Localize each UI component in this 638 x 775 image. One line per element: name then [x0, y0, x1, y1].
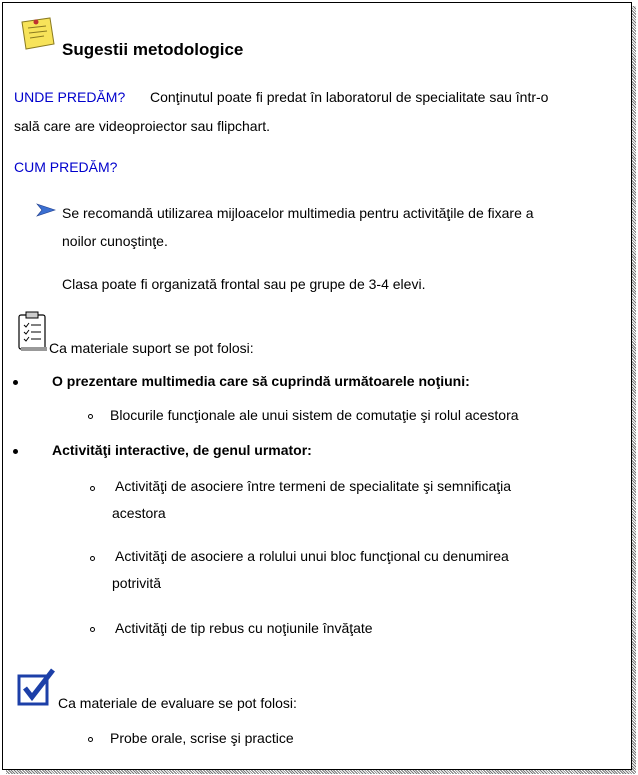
checkbox-icon: [17, 668, 57, 708]
arrow-bullet-icon: [36, 203, 56, 217]
circle-bullet: [88, 737, 93, 742]
suport-item2-sub3: Activităţi de tip rebus cu noţiunile învăţate: [115, 620, 373, 636]
arrow-item-line1: Se recomandă utilizarea mijloacelor multimedia pentru activităţile de fixare a: [62, 205, 534, 221]
cum-label: CUM PREDĂM?: [14, 159, 118, 175]
unde-text-line2: sală care are videoproiector sau flipchart.: [14, 118, 271, 134]
suport-item2: Activităţi interactive, de genul urmator:: [52, 442, 312, 458]
bullet-dot: [13, 380, 18, 385]
circle-bullet: [90, 486, 95, 491]
circle-bullet: [90, 627, 95, 632]
suport-item2-sub1-line2: acestora: [112, 505, 166, 521]
arrow-item-line2: noilor cunoştinţe.: [62, 233, 168, 249]
unde-label: UNDE PREDĂM?: [14, 89, 126, 105]
sticky-note-icon: [16, 16, 56, 52]
suport-item2-sub2-line1: Activităţi de asociere a rolului unui bloc funcţional cu denumirea: [115, 548, 509, 564]
bullet-dot: [13, 449, 18, 454]
suport-item1: O prezentare multimedia care să cuprindă următoarele noţiuni:: [52, 373, 470, 389]
suport-item2-sub1-line1: Activităţi de asociere între termeni de specialitate şi semnificaţia: [115, 478, 512, 494]
evaluare-intro: Ca materiale de evaluare se pot folosi:: [58, 695, 297, 711]
evaluare-item1: Probe orale, scrise şi practice: [110, 730, 294, 746]
clipboard-icon: [17, 311, 49, 353]
clasa-text: Clasa poate fi organizată frontal sau pe grupe de 3-4 elevi.: [62, 276, 426, 292]
suport-item2-sub2-line2: potrivită: [112, 575, 162, 591]
circle-bullet: [90, 556, 95, 561]
page-title: Sugestii metodologice: [62, 40, 244, 59]
circle-bullet: [88, 414, 93, 419]
suport-item1-sub1: Blocurile funcţionale ale unui sistem de comutaţie şi rolul acestora: [110, 407, 519, 423]
suport-intro: Ca materiale suport se pot folosi:: [49, 340, 254, 356]
unde-text-line1: Conţinutul poate fi predat în laboratorul de specialitate sau într-o: [150, 89, 549, 105]
